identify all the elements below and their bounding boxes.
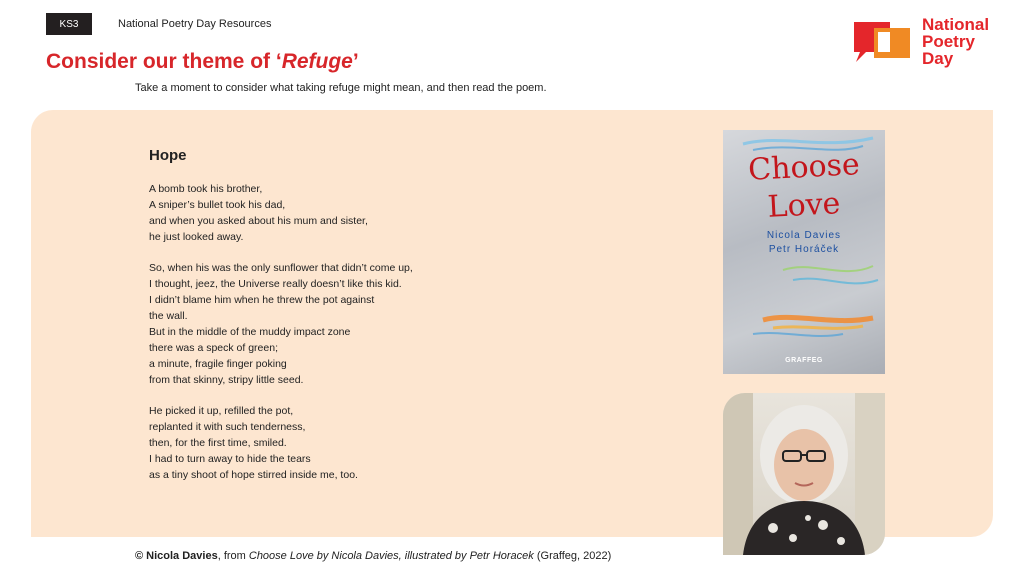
poem-body [149,181,479,498]
header-title: National Poetry Day Resources [118,18,272,30]
author-portrait-photo [723,393,885,555]
poem-line: there was a speck of green; [149,342,278,354]
poem-line: A bomb took his brother, [149,183,263,195]
poem-title: Hope [149,147,187,164]
poem-line: then, for the first time, smiled. [149,437,287,449]
page-title-suffix: ’ [352,50,359,73]
poem-line: he just looked away. [149,231,244,243]
intro-text: Take a moment to consider what taking refuge might mean, and then read the poem. [135,82,547,94]
poem-line: A sniper’s bullet took his dad, [149,199,286,211]
key-stage-badge: KS3 [46,13,92,35]
poem-line: a minute, fragile finger poking [149,358,287,370]
cover-author-1: Nicola Davies [766,230,842,241]
logo-text [922,16,989,67]
cover-publisher: GRAFFEG [785,357,823,364]
poem-stanza [149,260,479,388]
page-title-emphasis: Refuge [281,50,353,73]
poem-line: So, when his was the only sunflower that didn’t come up, [149,262,413,274]
poem-line: the wall. [149,310,188,322]
credit-author: © Nicola Davies [135,550,218,562]
poem-line: I had to turn away to hide the tears [149,453,311,465]
page-title [46,50,359,74]
poem-line: from that skinny, stripy little seed. [149,374,304,386]
credit-tail: (Graffeg, 2022) [533,550,612,562]
poem-line: But in the middle of the muddy impact zone [149,326,351,338]
portrait-illustration [723,393,885,555]
cover-author-2: Petr Horáček [768,244,840,255]
credit-from: , from [217,550,249,562]
page-title-prefix: Consider our theme of ‘ [46,50,282,73]
poem-stanza [149,403,479,483]
poem-credit [135,550,611,562]
logo-line-1: National [922,15,990,34]
credit-source: Choose Love by Nicola Davies, illustrated by Petr Horacek [248,550,534,562]
logo-line-2: Poetry [922,32,975,51]
national-poetry-day-logo [852,14,1012,66]
cover-title-line-1: Choose [747,147,861,188]
poem-line: I thought, jeez, the Universe really doesn’t like this kid. [149,278,402,290]
book-cover-image [723,130,885,374]
poem-line: I didn’t blame him when he threw the pot against [149,294,375,306]
poem-line: replanted it with such tenderness, [149,421,306,433]
cover-title-line-2: Love [766,186,842,225]
poem-stanza [149,181,479,245]
poem-line: and when you asked about his mum and sister, [149,215,368,227]
poem-line: He picked it up, refilled the pot, [149,405,294,417]
poem-line: as a tiny shoot of hope stirred inside me, too. [149,469,358,481]
logo-line-3: Day [922,49,954,68]
logo-speech-bubble-icon [852,18,912,64]
